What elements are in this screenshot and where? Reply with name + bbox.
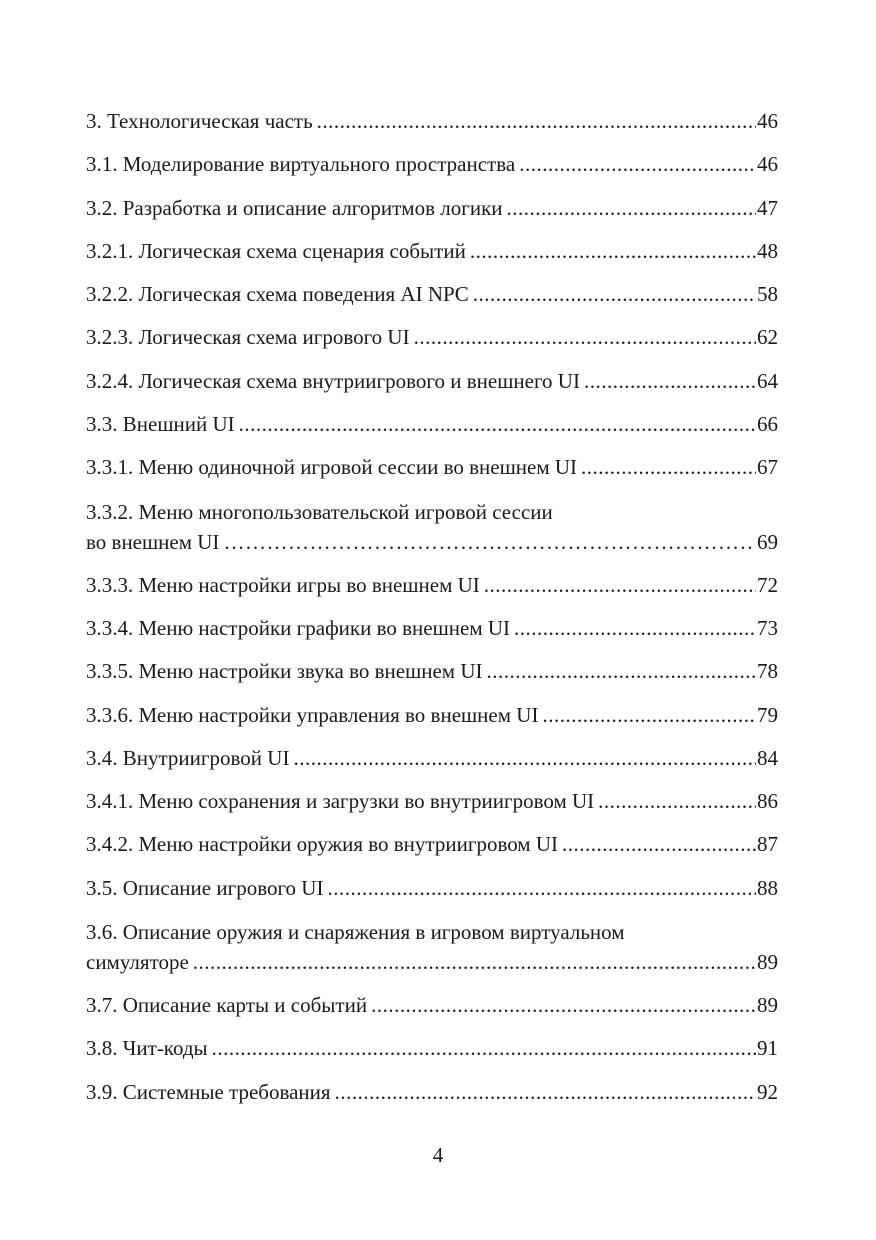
toc-entry-page: 89 [757, 950, 778, 975]
toc-entry [86, 650, 778, 693]
toc-entry [86, 100, 778, 143]
toc-entry-title: 3. Технологическая часть [86, 109, 313, 133]
toc-entry-title: 3.2.4. Логическая схема внутриигрового и внешнего UI [86, 368, 580, 393]
toc-entry-page: 88 [757, 875, 778, 900]
toc-entry [86, 607, 778, 650]
toc-dot-leader [581, 446, 756, 489]
toc-entry [86, 230, 778, 273]
toc-dot-leader [327, 867, 756, 910]
toc-entry-page: 92 [757, 1079, 778, 1104]
toc-dot-leader [484, 564, 756, 607]
toc-entry-title: 3.3. Внешний UI [86, 412, 235, 437]
toc-dot-leader [507, 187, 756, 230]
toc-entry [86, 490, 778, 564]
toc-entry-page: 47 [757, 195, 778, 220]
toc-entry [86, 360, 778, 403]
toc-dot-leader [514, 607, 756, 650]
toc-entry-page: 87 [757, 832, 778, 857]
toc-entry [86, 403, 778, 446]
toc-entry-page: 89 [757, 993, 778, 1018]
toc-entry-title: 3.3.6. Меню настройки управления во внешнем UI [86, 702, 539, 727]
toc-entry-page: 48 [757, 238, 778, 263]
toc-entry-page: 46 [757, 152, 778, 177]
toc-entry-title: 3.2. Разработка и описание алгоритмов логики [86, 195, 503, 220]
toc-entry-page: 78 [757, 659, 778, 684]
toc-entry-title-continued: во внешнем UI [86, 529, 220, 554]
toc-entry-title: 3.9. Системные требования [86, 1079, 331, 1104]
toc-entry-page: 79 [757, 702, 778, 727]
toc-entry [86, 187, 778, 230]
toc-entry [86, 694, 778, 737]
toc-entry-title: 3.3.5. Меню настройки звука во внешнем UI [86, 659, 483, 684]
toc-entry [86, 1071, 778, 1114]
toc-entry-title: 3.5. Описание игрового UI [86, 875, 324, 900]
toc-dot-leader [293, 737, 756, 780]
toc-entry-title: 3.1. Моделирование виртуального пространства [86, 152, 516, 177]
toc-entry-title: 3.4.2. Меню настройки оружия во внутриигровом UI [86, 832, 559, 857]
page-number: 4 [432, 1143, 444, 1167]
toc-entry-page: 66 [757, 412, 778, 437]
toc-entry [86, 143, 778, 186]
toc-entry-page: 62 [757, 325, 778, 350]
toc-dot-leader [239, 403, 756, 446]
toc-entry-page: 64 [757, 368, 778, 393]
toc-dot-leader [473, 273, 756, 316]
toc-entry [86, 867, 778, 910]
toc-entry [86, 273, 778, 316]
toc-entry-page: 91 [757, 1036, 778, 1061]
toc-dot-leader [371, 984, 756, 1027]
toc-entry [86, 984, 778, 1027]
toc-entry-page: 46 [757, 109, 778, 133]
toc-entry-title: 3.2.2. Логическая схема поведения AI NPC [86, 282, 469, 307]
toc-dot-leader [414, 316, 756, 359]
toc-entry [86, 316, 778, 359]
toc-entry-title: 3.4. Внутриигровой UI [86, 745, 290, 770]
toc-dot-leader [193, 947, 756, 977]
toc-entry-title: 3.2.1. Логическая схема сценария событий [86, 238, 466, 263]
toc-dot-leader [470, 230, 756, 273]
toc-entry-title-continued: симуляторе [86, 950, 189, 975]
toc-entry [86, 446, 778, 489]
toc-dot-leader [223, 527, 756, 557]
toc-dot-leader [212, 1027, 756, 1070]
toc-entry [86, 910, 778, 984]
toc-entry [86, 780, 778, 823]
toc-entry-title: 3.6. Описание оружия и снаряжения в игровом виртуальном [86, 920, 625, 945]
toc-entry-title: 3.3.1. Меню одиночной игровой сессии во внешнем UI [86, 455, 578, 480]
toc-entry-page: 69 [757, 529, 778, 554]
toc-entry-title: 3.7. Описание карты и событий [86, 993, 368, 1018]
toc-entry [86, 564, 778, 607]
toc-dot-leader [519, 143, 756, 186]
toc-entry-page: 58 [757, 282, 778, 307]
toc-entry-page: 73 [757, 615, 778, 640]
toc-dot-leader [598, 780, 756, 823]
toc-entry-title: 3.2.3. Логическая схема игрового UI [86, 325, 410, 350]
toc-dot-leader [487, 650, 756, 693]
toc-entry-title: 3.8. Чит-коды [86, 1036, 208, 1061]
toc-entry-title: 3.3.4. Меню настройки графики во внешнем UI [86, 615, 511, 640]
toc-entry-page: 86 [757, 789, 778, 814]
toc-entry [86, 737, 778, 780]
toc-dot-leader [562, 823, 756, 866]
toc-dot-leader [335, 1071, 756, 1114]
toc-dot-leader [584, 360, 756, 403]
toc-entry-page: 67 [757, 455, 778, 480]
toc-entry-page: 72 [757, 572, 778, 597]
toc-dot-leader [317, 100, 756, 143]
toc-entry-title: 3.3.3. Меню настройки игры во внешнем UI [86, 572, 480, 597]
toc-entry-title: 3.3.2. Меню многопользовательской игровой сессии [86, 499, 553, 524]
table-of-contents [86, 100, 778, 1114]
toc-entry-title: 3.4.1. Меню сохранения и загрузки во внутриигровом UI [86, 789, 595, 814]
toc-entry [86, 1027, 778, 1070]
toc-dot-leader [542, 694, 756, 737]
toc-entry-page: 84 [757, 745, 778, 770]
toc-entry [86, 823, 778, 866]
